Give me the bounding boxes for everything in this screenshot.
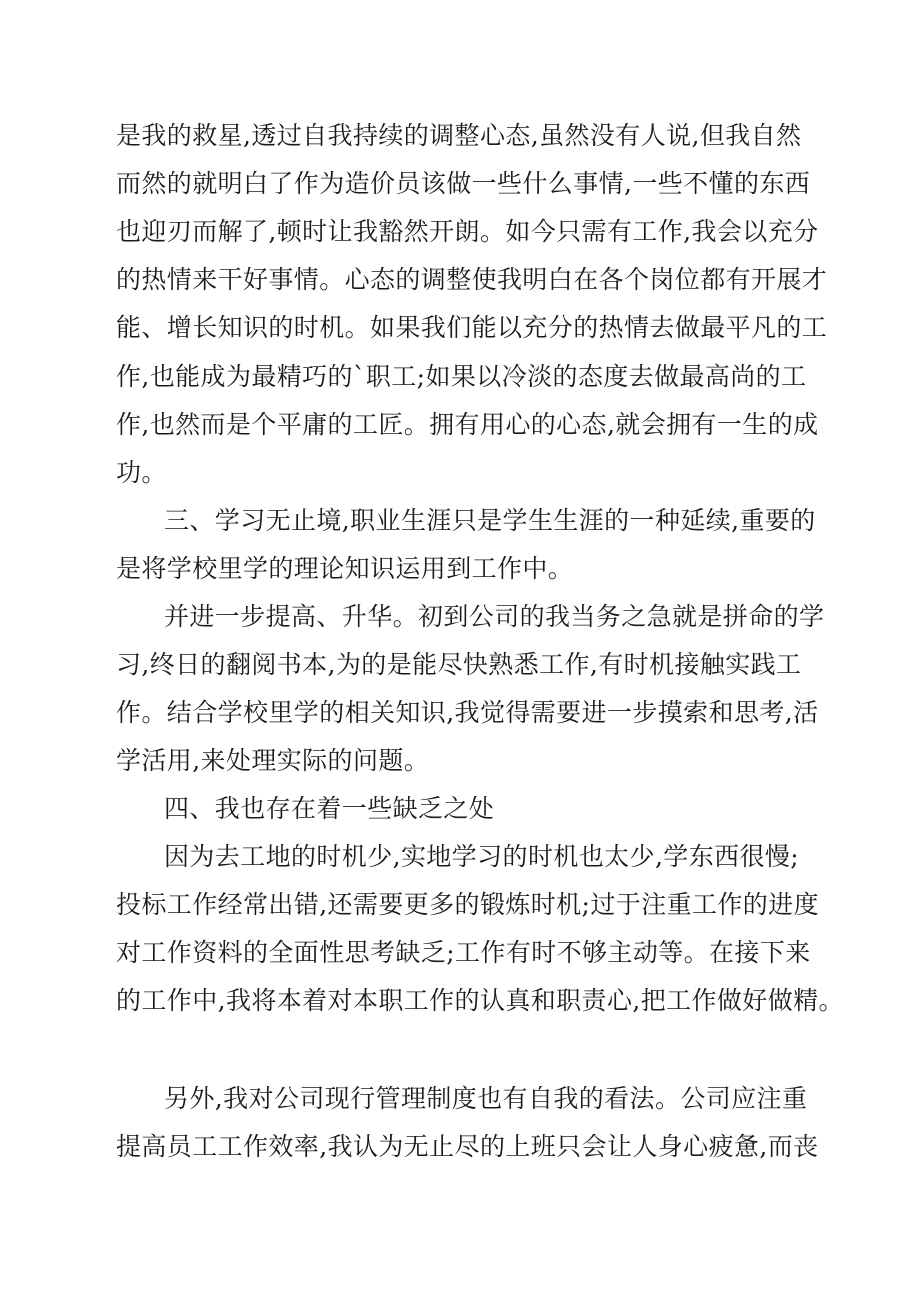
text-line: 作,也能成为最精巧的`职工;如果以冷淡的态度去做最高尚的工 [116,362,807,391]
text-line: 的热情来干好事情。心态的调整使我明白在各个岗位都有开展才 [116,265,828,294]
text-line: 是将学校里学的理论知识运用到工作中。 [116,554,574,583]
text-line: 并进一步提高、升华。初到公司的我当务之急就是拼命的学 [164,602,825,631]
text-line: 是我的救星,透过自我持续的调整心态,虽然没有人说,但我自然 [116,121,802,150]
text-line: 另外,我对公司现行管理制度也有自我的看法。公司应注重 [164,1084,808,1113]
text-line: 作,也然而是个平庸的工匠。拥有用心的心态,就会拥有一生的成 [116,410,819,439]
text-line: 提高员工工作效率,我认为无止尽的上班只会让人身心疲惫,而丧 [116,1132,819,1161]
text-line: 也迎刃而解了,顿时让我豁然开朗。如今只需有工作,我会以充分 [116,217,819,246]
section-heading-3: 三、学习无止境,职业生涯只是学生生涯的一种延续,重要的 [164,506,816,535]
section-heading-4: 四、我也存在着一些缺乏之处 [164,794,495,823]
text-line: 习,终日的翻阅书本,为的是能尽快熟悉工作,有时机接触实践工 [116,650,802,679]
text-line: 作。结合学校里学的相关知识,我觉得需要进一步摸索和思考,活 [116,698,819,727]
text-line: 投标工作经常出错,还需要更多的锻炼时机;过于注重工作的进度 [116,890,819,919]
text-line: 学活用,来处理实际的问题。 [116,746,430,775]
text-line: 功。 [116,458,167,487]
text-line: 能、增长知识的时机。如果我们能以充分的热情去做最平凡的工 [116,313,828,342]
text-line: 因为去工地的时机少,实地学习的时机也太少,学东西很慢; [164,842,800,871]
text-line: 对工作资料的全面性思考缺乏;工作有时不够主动等。在接下来 [116,938,811,967]
text-line: 而然的就明白了作为造价员该做一些什么事情,一些不懂的东西 [116,169,811,198]
text-line: 的工作中,我将本着对本职工作的认真和职责心,把工作做好做精。 [116,986,844,1015]
